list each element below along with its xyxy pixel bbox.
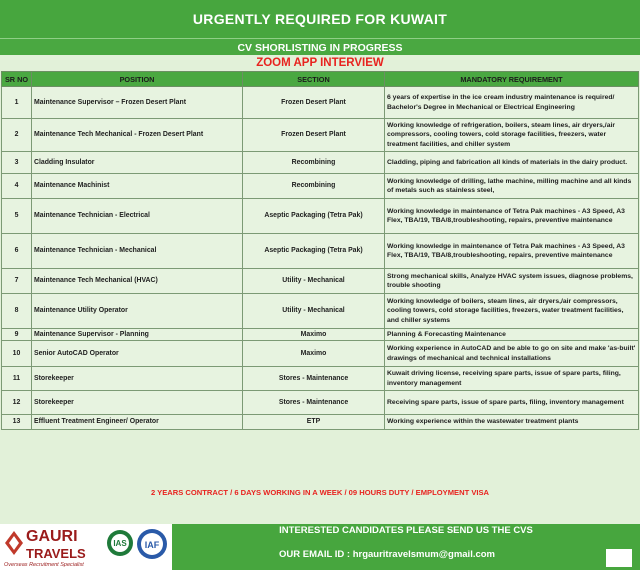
row-requirement: 6 years of expertise in the ice cream industry maintenance is required/ Bachelor's Degree in Mechanical or Electrical Engineering [385, 87, 639, 119]
row-sr-no: 5 [2, 199, 32, 234]
header-section: SECTION [243, 72, 385, 87]
row-position: Maintenance Machinist [32, 174, 243, 199]
brand-tagline: Overseas Recruitment Specialist [4, 562, 84, 568]
row-requirement: Working experience in AutoCAD and be able to go on site and make 'as-built' drawings of mechanical and technical installations [385, 341, 639, 367]
row-sr-no: 9 [2, 329, 32, 341]
row-position: Storekeeper [32, 367, 243, 391]
table-row [2, 329, 639, 341]
page-title: URGENTLY REQUIRED FOR KUWAIT [0, 0, 640, 38]
row-sr-no: 7 [2, 269, 32, 294]
contract-terms: 2 YEARS CONTRACT / 6 DAYS WORKING IN A WEEK / 09 HOURS DUTY / EMPLOYMENT VISA [150, 488, 490, 497]
brand-name-line2: TRAVELS [26, 546, 86, 561]
row-position: Maintenance Tech Mechanical (HVAC) [32, 269, 243, 294]
table-row [2, 415, 639, 430]
row-requirement: Working knowledge in maintenance of Tetra Pak machines - A3 Speed, A3 Flex, TBA/19, TBA/8,troubleshooting, repairs, preventive maintenance [385, 234, 639, 269]
row-section: Frozen Desert Plant [243, 119, 385, 152]
row-requirement: Kuwait driving license, receiving spare parts, issue of spare parts, filing, inventory management [385, 367, 639, 391]
row-section: Recombining [243, 152, 385, 174]
row-position: Maintenance Tech Mechanical - Frozen Desert Plant [32, 119, 243, 152]
row-sr-no: 11 [2, 367, 32, 391]
row-requirement: Strong mechanical skills, Analyze HVAC system issues, diagnose problems, trouble shooting [385, 269, 639, 294]
ias-seal-icon [106, 529, 134, 557]
table-body [2, 87, 639, 430]
row-sr-no: 13 [2, 415, 32, 430]
row-sr-no: 10 [2, 341, 32, 367]
row-position: Senior AutoCAD Operator [32, 341, 243, 367]
row-position: Cladding Insulator [32, 152, 243, 174]
table-row [2, 269, 639, 294]
row-section: Aseptic Packaging (Tetra Pak) [243, 199, 385, 234]
row-sr-no: 6 [2, 234, 32, 269]
row-position: Maintenance Technician - Electrical [32, 199, 243, 234]
row-sr-no: 3 [2, 152, 32, 174]
table-row [2, 234, 639, 269]
row-position: Maintenance Utility Operator [32, 294, 243, 329]
row-section: Stores - Maintenance [243, 367, 385, 391]
zoom-interview-label: ZOOM APP INTERVIEW [0, 55, 640, 71]
email-contact: OUR EMAIL ID : hrgauritravelsmum@gmail.com [278, 549, 496, 560]
row-requirement: Working knowledge in maintenance of Tetra Pak machines - A3 Speed, A3 Flex, TBA/19, TBA/8,troubleshooting, repairs, preventive maintenance [385, 199, 639, 234]
row-section: Maximo [243, 341, 385, 367]
shortlisting-banner: CV SHORLISTING IN PROGRESS [0, 38, 640, 56]
logo-strip [0, 524, 172, 570]
table-row [2, 152, 639, 174]
table-row [2, 367, 639, 391]
table-row [2, 341, 639, 367]
table-row [2, 119, 639, 152]
table-header-row [2, 72, 639, 87]
svg-text:IAF: IAF [144, 540, 160, 550]
row-sr-no: 2 [2, 119, 32, 152]
interested-candidates-text: INTERESTED CANDIDATES PLEASE SEND US THE CVS [279, 525, 533, 536]
row-position: Effluent Treatment Engineer/ Operator [32, 415, 243, 430]
row-sr-no: 8 [2, 294, 32, 329]
row-section: ETP [243, 415, 385, 430]
row-position: Maintenance Supervisor – Frozen Desert Plant [32, 87, 243, 119]
header-sr-no: SR NO [2, 72, 32, 87]
row-section: Aseptic Packaging (Tetra Pak) [243, 234, 385, 269]
row-requirement: Working knowledge of boilers, steam lines, air dryers,/air compressors, cooling towers, cold storage facilities, freezers, water treatment facilities, and chiller systems [385, 294, 639, 329]
svg-text:IAS: IAS [113, 539, 127, 548]
table-row [2, 294, 639, 329]
row-requirement: Cladding, piping and fabrication all kinds of materials in the dairy product. [385, 152, 639, 174]
table-row [2, 391, 639, 415]
row-section: Recombining [243, 174, 385, 199]
row-section: Maximo [243, 329, 385, 341]
table-row [2, 174, 639, 199]
row-requirement: Working knowledge of refrigeration, boilers, steam lines, air dryers,/air compressors, cooling towers, cold storage facilities, freezers, water treatment facilities, and chiller system [385, 119, 639, 152]
row-sr-no: 1 [2, 87, 32, 119]
row-sr-no: 12 [2, 391, 32, 415]
row-requirement: Planning & Forecasting Maintenance [385, 329, 639, 341]
row-section: Utility - Mechanical [243, 294, 385, 329]
brand-name-line1: GAURI [26, 528, 78, 545]
row-section: Utility - Mechanical [243, 269, 385, 294]
table-row [2, 87, 639, 119]
email-decoration [606, 549, 632, 567]
row-requirement: Receiving spare parts, issue of spare parts, filing, inventory management [385, 391, 639, 415]
iaf-seal-icon [136, 528, 168, 560]
row-position: Maintenance Technician - Mechanical [32, 234, 243, 269]
header-position: POSITION [32, 72, 243, 87]
row-requirement: Working experience within the wastewater treatment plants [385, 415, 639, 430]
row-sr-no: 4 [2, 174, 32, 199]
header-requirement: MANDATORY REQUIREMENT [385, 72, 639, 87]
table-row [2, 199, 639, 234]
row-section: Frozen Desert Plant [243, 87, 385, 119]
row-position: Maintenance Supervisor - Planning [32, 329, 243, 341]
row-requirement: Working knowledge of drilling, lathe machine, milling machine and all kinds of metals such as stainless steel, [385, 174, 639, 199]
row-position: Storekeeper [32, 391, 243, 415]
gauri-logo-icon [3, 529, 25, 557]
row-section: Stores - Maintenance [243, 391, 385, 415]
positions-table [1, 71, 639, 430]
